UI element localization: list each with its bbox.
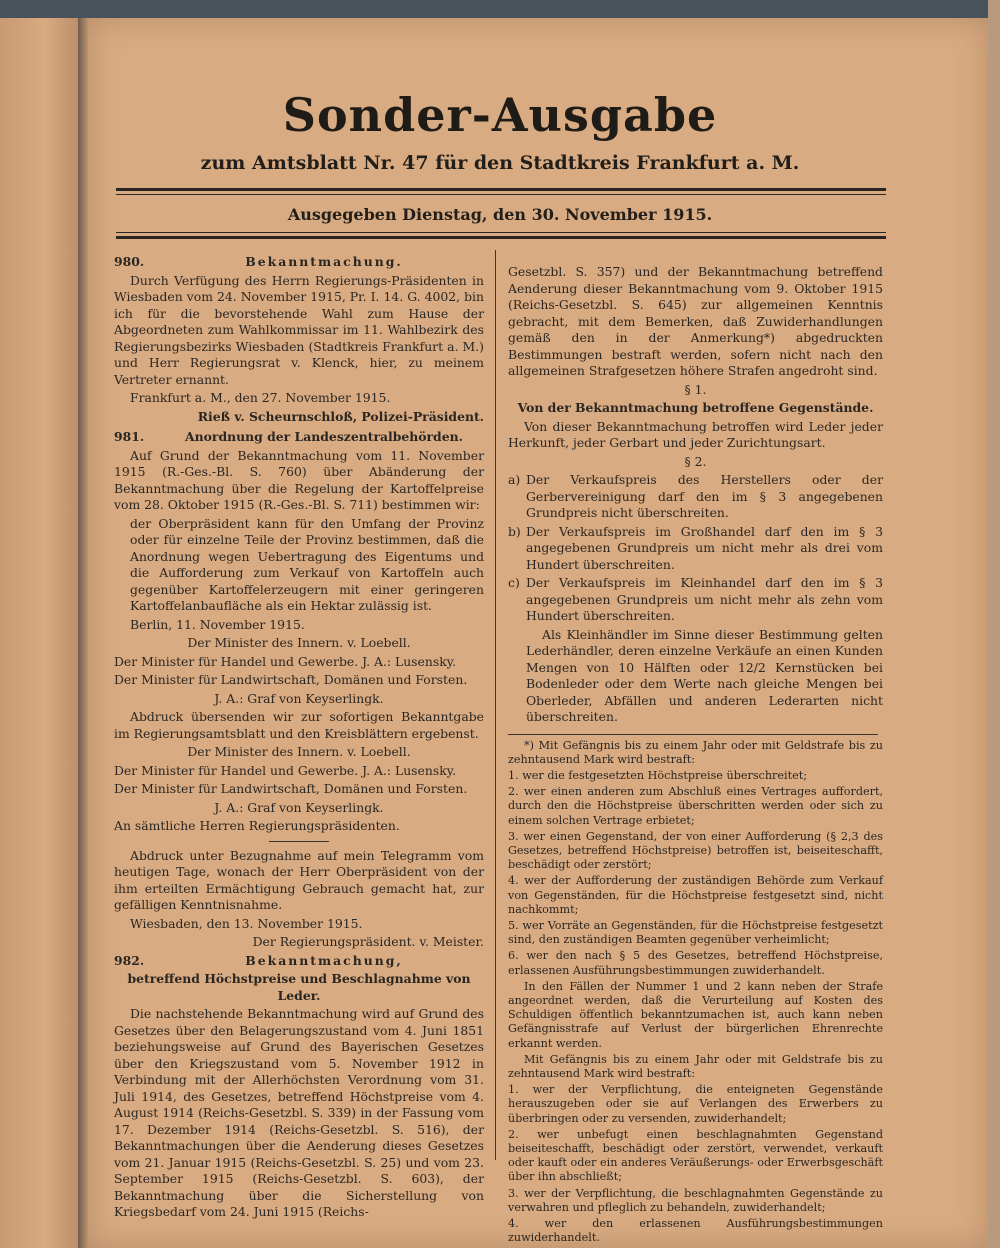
section-2-retailer-definition: Als Kleinhändler im Sinne dieser Bestimmung gelten Lederhändler, deren einzelne Verkäufe an einen Kunden Mengen von 10 Hälften oder 12/2 Kernstücken bei Bodenleder oder dem Werte nach gleiche Mengen bei Oberleder, Abfällen und anderen Lederarten nicht überschreiten. — [526, 626, 883, 724]
document-title: Sonder-Ausgabe — [282, 88, 718, 142]
footnote-item: 2. wer einen anderen zum Abschluß eines Vertrages auffordert, durch den die Höchstpreise überschritten werden oder sich zu einem solchen Vertrage erbietet; — [508, 785, 883, 827]
masthead-rule-thin — [116, 194, 886, 195]
masthead — [120, 88, 880, 174]
notice-981-date: Berlin, 11. November 1915. — [130, 616, 305, 632]
section-1-label: § 1. — [684, 381, 707, 397]
notice-982-text: Die nachstehende Bekanntmachung wird auf Grund des Gesetzes über den Belagerungszustand vom 4. Juni 1851 beziehungsweise auf Grund des Bayerischen Gesetzes über den Kriegszustand vom 5. November 1912 in Verbindung mit der Allerhöchsten Verordnung vom 31. Juli 1914, des Gesetzes, betreffend Höchstpreise vom 4. August 1914 (Reichs-Gesetzbl. S. 339) in der Fassung vom 17. Dezember 1914 (Reichs-Gesetzbl. S. 516), der Bekanntmachungen über die Aenderung dieses Gesetzes vom 21. Januar 1915 (Reichs-Gesetzbl. S. 25) und vom 23. September 1915 (Reichs-Gesetzbl. S. 603), der Bekanntmachung über die Sicherstellung von Kriegsbedarf vom 24. Juni 1915 (Reichs- — [114, 1006, 484, 1219]
issued-rule-thin — [116, 232, 886, 233]
page-edge-right — [988, 0, 1000, 1248]
signature-line: J. A.: Graf von Keyserlingk. — [214, 799, 384, 815]
notice-982-subtitle: betreffend Höchstpreise und Beschlagnahme von Leder. — [127, 971, 471, 1003]
notice-981-text: Auf Grund der Bekanntmachung vom 11. November 1915 (R.-Ges.-Bl. S. 760) über Abänderung der Bekanntmachung über die Regelung der Kartoffelpreise vom 28. Oktober 1915 (R.-Ges.-Bl. S. 711) bestimmen wir: — [114, 447, 484, 512]
section-2-item-b — [508, 524, 883, 574]
signature-line: Der Regierungspräsident. v. Meister. — [252, 934, 484, 949]
signature-line: Der Minister für Handel und Gewerbe. J. A.: Lusensky. — [114, 653, 457, 669]
notice-981-addressee: An sämtliche Herren Regierungspräsidenten. — [114, 818, 400, 833]
scanner-top-strip — [0, 0, 1000, 18]
section-2-label: § 2. — [684, 453, 707, 469]
notice-title: Bekanntmachung, — [245, 952, 403, 968]
notice-title: Bekanntmachung. — [245, 254, 403, 269]
document-subtitle: zum Amtsblatt Nr. 47 für den Stadtkreis Frankfurt a. M. — [200, 152, 800, 174]
footnote — [508, 739, 883, 1246]
signature-line: J. A.: Graf von Keyserlingk. — [214, 690, 384, 706]
item-text: Der Verkaufspreis im Kleinhandel darf den im § 3 angegebenen Grundpreis um nicht mehr als zehn vom Hundert überschreiten. — [526, 575, 883, 623]
footnote-item: 4. wer der Aufforderung der zuständigen Behörde zum Verkauf von Gegenständen, für die Höchstpreise festgesetzt sind, nicht nachkommt; — [508, 874, 883, 916]
notice-980-signature: Rieß v. Scheurnschloß, Polizei-Präsident. — [197, 408, 484, 424]
issued-rule — [116, 236, 886, 239]
footnote-item: 1. wer die festgesetzten Höchstpreise überschreitet; — [508, 768, 807, 782]
signature-line: Der Minister des Innern. v. Loebell. — [187, 635, 411, 650]
notice-title: Anordnung der Landeszentralbehörden. — [185, 429, 463, 444]
footnote-item: 2. wer unbefugt einen beschlagnahmten Gegenstand beiseiteschafft, beschädigt oder zerstört, verwendet, verkauft oder kauft oder ein anderes Veräußerungs- oder Erwerbsgeschäft über ihn abschließt; — [508, 1127, 883, 1184]
footnote-item: 3. wer einen Gegenstand, der von einer Aufforderung (§ 2,3 des Gesetzes, betreffend Höchstpreise) betroffen ist, beiseiteschafft, beschädigt oder zerstört; — [508, 829, 883, 872]
column-divider — [495, 250, 496, 1160]
section-1-text: Von dieser Bekanntmachung betroffen wird Leder jeder Herkunft, jeder Gerbart und jeder Zurichtungsart. — [508, 418, 883, 450]
notice-981-forwarding: Abdruck übersenden wir zur sofortigen Bekanntgabe im Regierungsamtsblatt und den Kreisblättern ergebenst. — [114, 709, 484, 741]
issue-date-line: Ausgegeben Dienstag, den 30. November 1915. — [287, 205, 713, 224]
notice-980-text: Durch Verfügung des Herrn Regierungs-Präsidenten in Wiesbaden vom 24. November 1915, Pr. I. 14. G. 4002, bin ich für die bevorstehende Wahl zum Hause der Abgeordneten zum Wahlkommissar im 11. Wahlbezirk des Regierungsbezirks Wiesbaden (Stadtkreis Frankfurt a. M.) und Herr Regierungsrat v. Klenck, hier, zu meinem Vertreter ernannt. — [114, 272, 484, 387]
footnote-item: 4. wer den erlassenen Ausführungsbestimmungen zuwiderhandelt. — [508, 1217, 883, 1245]
footnote-item: 6. wer den nach § 5 des Gesetzes, betreffend Höchstpreise, erlassenen Ausführungsbestimmungen zuwiderhandelt. — [508, 949, 883, 977]
notice-982-heading — [114, 953, 484, 970]
notice-981-reference: Abdruck unter Bezugnahme auf mein Telegramm vom heutigen Tage, wonach der Herr Oberpräsident von der ihm erteilten Ermächtigung Gebrauch gemacht hat, zur gefälligen Kenntnisnahme. — [114, 847, 484, 912]
footnote-paragraph: In den Fällen der Nummer 1 und 2 kann neben der Strafe angeordnet werden, daß die Verurteilung auf Kosten des Schuldigen öffentlich bekanntzumachen ist, auch kann neben Gefängnisstrafe auf Verlust der bürgerlichen Ehrenrechte erkannt werden. — [508, 979, 883, 1050]
notice-982-continuation: Gesetzbl. S. 357) und der Bekanntmachung betreffend Aenderung dieser Bekanntmachung vom 9. Oktober 1915 (Reichs-Gesetzbl. S. 645) zur allgemeinen Kenntnis gebracht, mit dem Bemerken, daß Zuwiderhandlungen gemäß den in der Anmerkung*) abgedruckten Bestimmungen bestraft werden, sofern nicht nach den allgemeinen Strafgesetzen höhere Strafen angedroht sind. — [508, 264, 883, 378]
signature-line: Der Minister für Handel und Gewerbe. J. A.: Lusensky. — [114, 762, 457, 778]
signature-line: Der Minister des Innern. v. Loebell. — [187, 744, 411, 759]
masthead-rule — [116, 188, 886, 191]
item-label: a) — [508, 472, 521, 487]
right-column — [508, 264, 883, 1247]
notice-981-heading — [114, 429, 484, 446]
notice-number: 982. — [114, 952, 145, 968]
notice-980-date: Frankfurt a. M., den 27. November 1915. — [130, 390, 391, 405]
item-label: b) — [508, 523, 521, 539]
item-text: Der Verkaufspreis im Großhandel darf den im § 3 angegebenen Grundpreis um nicht mehr als drei vom Hundert überschreiten. — [526, 523, 883, 572]
signature-line: Der Minister für Landwirtschaft, Domänen und Forsten. — [114, 672, 468, 687]
item-text: Der Verkaufspreis des Herstellers oder der Gerbervereinigung darf den im § 3 angegebenen Grundpreis nicht überschreiten. — [526, 472, 883, 520]
footnote-item: 1. wer der Verpflichtung, die enteigneten Gegenstände herauszugeben oder sie auf Verlangen des Erwerbers zu überbringen oder zu versenden, zuwiderhandelt; — [508, 1083, 883, 1125]
notice-number: 980. — [114, 254, 145, 269]
left-column — [114, 254, 484, 1223]
section-2-item-c — [508, 575, 883, 625]
notice-number: 981. — [114, 429, 145, 444]
section-separator — [269, 841, 329, 842]
notice-981-date-2: Wiesbaden, den 13. November 1915. — [130, 915, 363, 931]
footnote-item: 3. wer der Verpflichtung, die beschlagnahmten Gegenstände zu verwahren und pfleglich zu behandeln, zuwiderhandelt; — [508, 1186, 883, 1214]
signature-line: Der Minister für Landwirtschaft, Domänen und Forsten. — [114, 781, 468, 796]
footnote-item: 5. wer Vorräte an Gegenständen, für die Höchstpreise festgesetzt sind, den zuständigen Beamten gegenüber verheimlicht; — [508, 918, 883, 947]
notice-981-provision: der Oberpräsident kann für den Umfang der Provinz oder für einzelne Teile der Provinz bestimmen, daß die Anordnung wegen Uebertragung des Eigentums und die Aufforderung zum Verkauf von Kartoffeln auch gegenüber Kartoffelerzeugern mit einer geringeren Kartoffelanbaufläche als ein Hektar zulässig ist. — [130, 515, 484, 613]
facing-page-edge — [0, 18, 82, 1248]
item-label: c) — [508, 575, 520, 590]
footnote-intro-2: Mit Gefängnis bis zu einem Jahr oder mit Geldstrafe bis zu zehntausend Mark wird bestraft: — [508, 1052, 883, 1080]
footnote-intro: *) Mit Gefängnis bis zu einem Jahr oder mit Geldstrafe bis zu zehntausend Mark wird bestraft: — [508, 738, 883, 766]
notice-980-heading — [114, 254, 484, 271]
section-1-heading: Von der Bekanntmachung betroffene Gegenstände. — [517, 400, 874, 415]
footnote-rule — [508, 734, 878, 735]
section-2-item-a — [508, 472, 883, 522]
